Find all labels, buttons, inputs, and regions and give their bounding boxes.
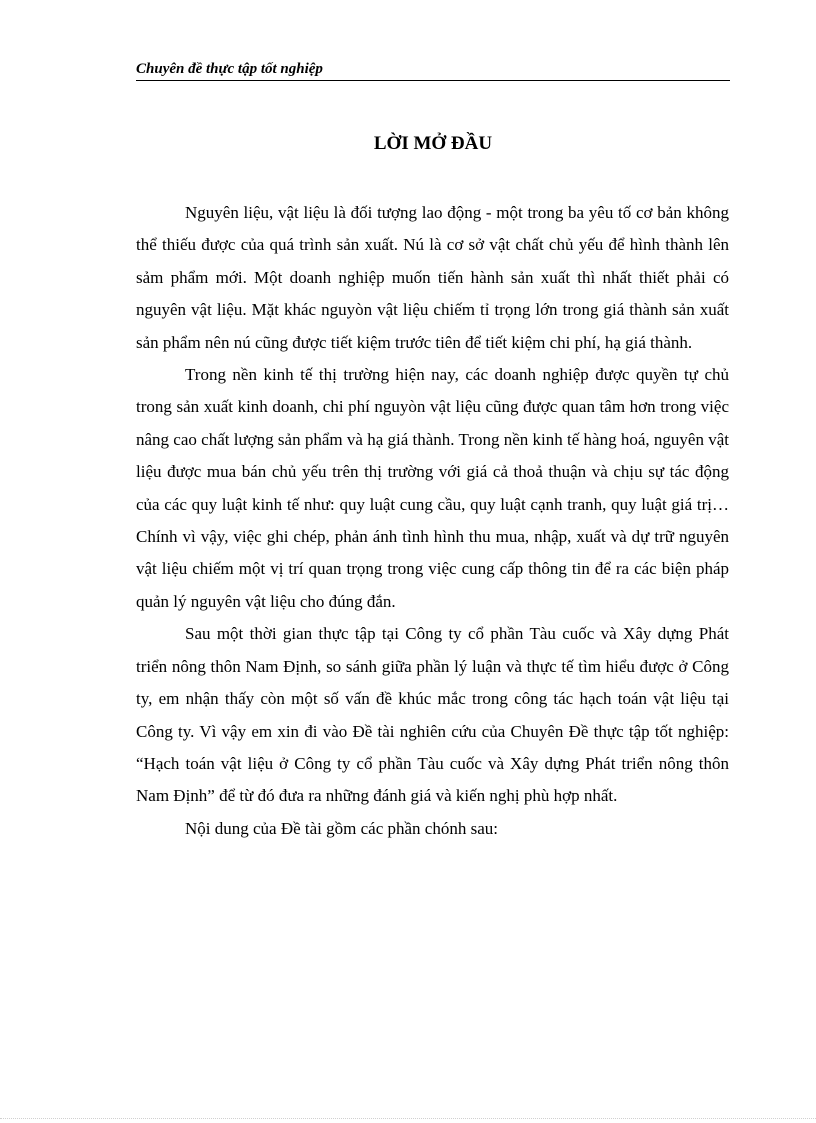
page-title: LỜI MỞ ĐẦU — [373, 133, 493, 154]
document-body — [136, 197, 729, 845]
page-header — [136, 58, 730, 81]
paragraph-4: Nội dung của Đề tài gồm các phần chónh sau: — [185, 818, 498, 838]
page-bottom-divider — [0, 1118, 816, 1119]
running-header-title: Chuyên đề thực tập tốt nghiệp — [136, 61, 323, 77]
paragraph-2: Trong nền kinh tế thị trường hiện nay, các doanh nghiệp được quyền tự chủ trong sản xuất kinh doanh, chi phí nguyòn vật liệu cũng được quan tâm hơn trong việc nâng cao chất lượng sản phẩm và hạ giá thành. Trong nền kinh tế hàng hoá, nguyên vật liệu được mua bán chủ yếu trên thị trường với giá cả thoả thuận và chịu sự tác động của các quy luật kinh tế như: quy luật cung cầu, quy luật cạnh tranh, quy luật giá trị… Chính vì vậy, việc ghi chép, phản ánh tình hình thu mua, nhập, xuất và dự trữ nguyên vật liệu chiếm một vị trí quan trọng trong việc cung cấp thông tin để ra các biện pháp quản lý nguyên vật liệu cho đúng đắn. — [136, 365, 729, 611]
paragraph-3: Sau một thời gian thực tập tại Công ty cổ phần Tàu cuốc và Xây dựng Phát triển nông thôn Nam Định, so sánh giữa phần lý luận và thực tế tìm hiểu được ở Công ty, em nhận thấy còn một số vấn đề khúc mắc trong công tác hạch toán vật liệu tại Công ty. Vì vậy em xin đi vào Đề tài nghiên cứu của Chuyên Đề thực tập tốt nghiệp: “Hạch toán vật liệu ở Công ty cổ phần Tàu cuốc và Xây dựng Phát triển nông thôn Nam Định” để từ đó đưa ra những đánh giá và kiến nghị phù hợp nhất. — [136, 624, 729, 806]
paragraph-1: Nguyên liệu, vật liệu là đối tượng lao động - một trong ba yêu tố cơ bản không thể thiếu được của quá trình sản xuất. Nú là cơ sở vật chất chủ yếu để hình thành lên sảm phẩm mới. Một doanh nghiệp muốn tiến hành sản xuất thì nhất thiết phải có nguyên vật liệu. Mặt khác nguyòn vật liệu chiếm tỉ trọng lớn trong giá thành sản xuất sản phẩm nên nú cũng được tiết kiệm trước tiên để tiết kiệm chi phí, hạ giá thành. — [136, 203, 729, 352]
